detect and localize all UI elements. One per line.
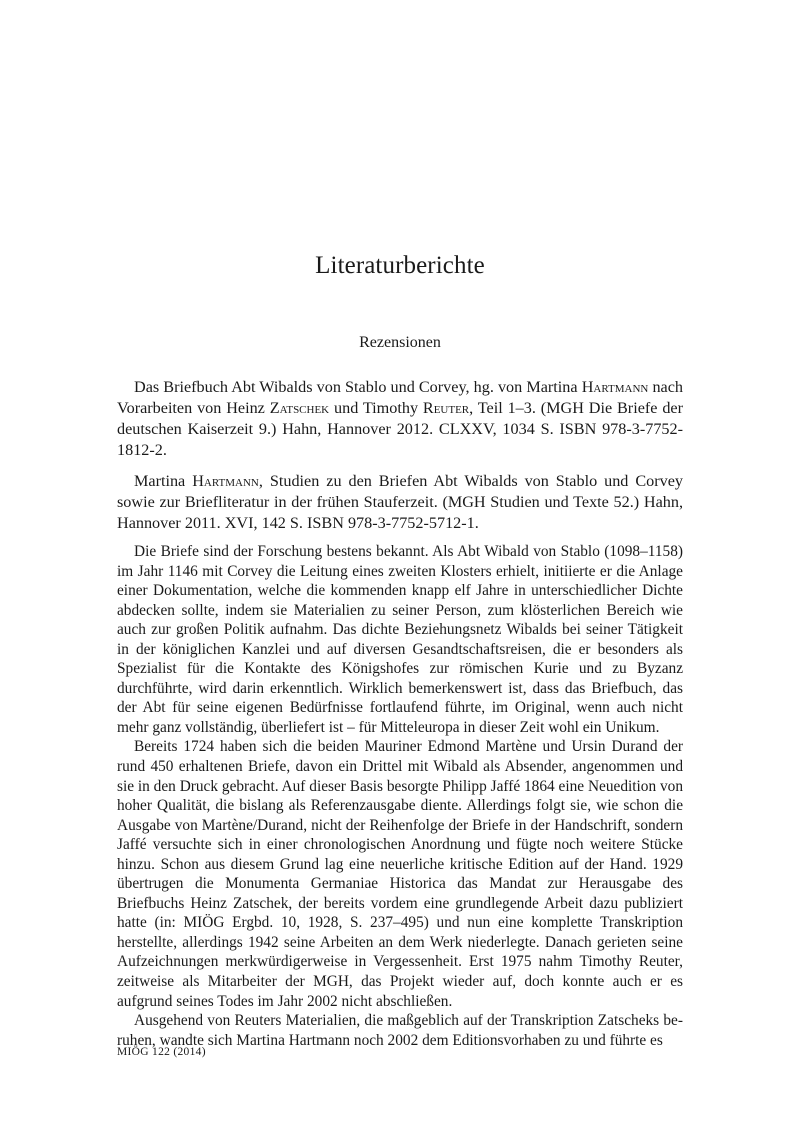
bib-text: , Studien zu den Briefen Abt Wibalds von Stablo und Corvey sowie zur Briefliteratur in der frühen Stauferzeit. (MGH Studien und Texte 52.) Hahn, Hannover 2011. XVI, 142 S. ISBN 978-3-7752-5712-1. <box>117 472 683 532</box>
bibliographic-entry-1 <box>117 377 683 461</box>
bibliographic-entry-2 <box>117 471 683 534</box>
body-paragraph: Ausgehend von Reuters Materialien, die maßgeblich auf der Transkription Zatscheks beruhen, wandte sich Martina Hartmann noch 2002 dem Editionsvorhaben zu und führte es <box>117 1012 683 1049</box>
bib-text: nach Vorarbeiten von Heinz <box>117 378 683 417</box>
body-paragraph: Bereits 1724 haben sich die beiden Mauriner Edmond Martène und Ursin Durand der rund 450 erhaltenen Briefe, davon ein Drittel mit Wibald als Absender, angenommen und sie in den Druck gebracht. Auf dieser Basis besorgte Philipp Jaffé 1864 eine Neuedition von hoher Qualität, die bislang als Referenzausgabe diente. Allerdings folgt sie, wie schon die Ausgabe von Martène/Durand, nicht der Reihenfolge der Briefe in der Handschrift, sondern Jaffé versuchte sich in einer chronologischen Anordnung und fügte noch weitere Stücke hinzu. Schon aus diesem Grund lag eine neuerliche kritische Edition auf der Hand. 1929 übertrugen die Monumenta Germaniae Historica das Mandat zur Herausgabe des Briefbuchs Heinz Zatschek, der bereits vordem eine grundlegende Arbeit dazu publiziert hatte (in: MIÖG Ergbd. 10, 1928, S. 237–495) und nun eine komplette Transkription herstellte, allerdings 1942 seine Arbeiten an dem Werk niederlegte. Danach gerieten seine Aufzeichnungen merkwürdigerweise in Vergessenheit. Erst 1975 nahm Timothy Reuter, zeitweise als Mitarbeiter der MGH, das Projekt wieder auf, doch konnte auch er es aufgrund seines Todes im Jahr 2002 nicht abschließen. <box>117 738 683 1010</box>
section-subtitle: Rezensionen <box>359 334 441 351</box>
author-name: Hartmann <box>581 378 649 396</box>
journal-footer: MIÖG 122 (2014) <box>117 1046 206 1058</box>
author-name: Hartmann <box>192 472 259 490</box>
review-body <box>117 542 683 1050</box>
bib-text: , Teil 1–3. (MGH Die Briefe der deutschen Kaiserzeit 9.) Hahn, Hannover 2012. CLXXV, 1034 S. ISBN 978-3-7752-1812-2. <box>117 399 683 459</box>
bib-text: Martina <box>134 472 193 490</box>
bib-text: Das Briefbuch Abt Wibalds von Stablo und Corvey, hg. von Martina <box>134 378 582 396</box>
author-name: Zatschek <box>269 399 330 417</box>
author-name: Reuter <box>422 399 470 417</box>
section-title: Literaturberichte <box>315 252 485 279</box>
bib-text: und Timothy <box>329 399 423 417</box>
body-paragraph: Die Briefe sind der Forschung bestens bekannt. Als Abt Wibald von Stablo (1098–1158) im Jahr 1146 mit Corvey die Leitung eines zweiten Klosters erhielt, initiierte er die Anlage einer Dokumentation, welche die kommenden knapp elf Jahre in unterschiedlicher Dichte abdecken sollte, indem sie Materialien zu seiner Person, zum klösterlichen Bereich wie auch zur großen Politik aufnahm. Das dichte Beziehungsnetz Wibalds bei seiner Tätigkeit in der königlichen Kanzlei und auf diversen Gesandtschaftsreisen, die er besonders als Spezialist für die Kontakte des Königshofes zur römischen Kurie und zu Byzanz durchführte, wird darin erkenntlich. Wirklich bemerkenswert ist, dass das Briefbuch, das der Abt für seine eigenen Bedürfnisse fortlaufend führte, im Original, wenn auch nicht mehr ganz vollständig, überliefert ist – für Mitteleuropa in dieser Zeit wohl ein Unikum. <box>117 543 683 736</box>
